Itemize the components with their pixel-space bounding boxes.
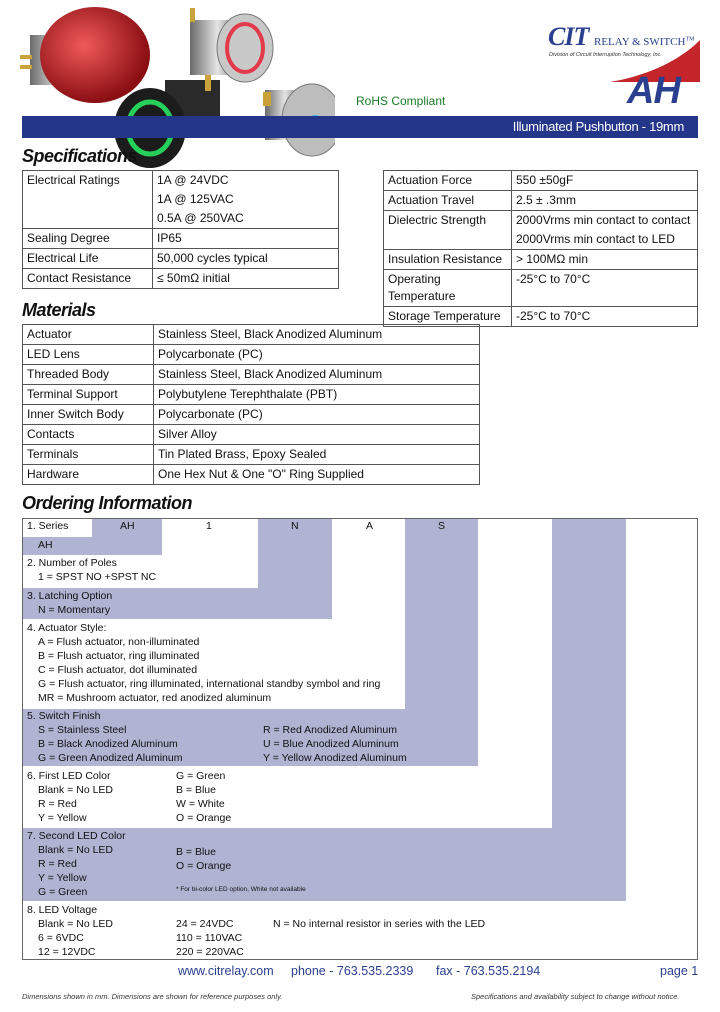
table-row — [23, 171, 339, 191]
table-row — [384, 250, 698, 270]
table-row — [23, 325, 480, 345]
voltage-option: 220 = 220VAC — [176, 946, 244, 958]
spec-value: 2000Vrms min contact to contact — [512, 211, 698, 231]
code-series: AH — [120, 520, 135, 532]
material-value: Silver Alloy — [154, 425, 480, 445]
spec-label: Actuation Force — [384, 171, 512, 191]
material-label: Hardware — [23, 465, 154, 485]
code-poles: 1 — [206, 520, 212, 532]
phone-number: phone - 763.535.2339 — [291, 964, 414, 978]
voltage-title: 8. LED Voltage — [27, 904, 98, 916]
mushroom-switch-image — [20, 7, 150, 103]
spec-value: 1A @ 125VAC — [153, 190, 339, 209]
material-label: Terminal Support — [23, 385, 154, 405]
fax-number: fax - 763.535.2194 — [436, 964, 541, 978]
spec-label: Operating Temperature — [384, 270, 512, 307]
title-banner — [22, 116, 698, 138]
finish-option: B = Black Anodized Aluminum — [38, 738, 178, 750]
spec-value: -25°C to 70°C — [512, 307, 698, 327]
led2-option: Blank = No LED — [38, 844, 113, 856]
material-label: Actuator — [23, 325, 154, 345]
series-value: AH — [38, 539, 53, 551]
material-value: Stainless Steel, Black Anodized Aluminum — [154, 325, 480, 345]
table-row — [23, 229, 339, 249]
poles-option: 1 = SPST NO +SPST NC — [38, 571, 157, 583]
product-title: Illuminated Pushbutton - 19mm — [512, 119, 684, 134]
material-value: One Hex Nut & One "O" Ring Supplied — [154, 465, 480, 485]
voltage-option: 24 = 24VDC — [176, 918, 234, 930]
material-value: Polycarbonate (PC) — [154, 345, 480, 365]
material-label: Inner Switch Body — [23, 405, 154, 425]
spec-value: 2000Vrms min contact to LED — [512, 230, 698, 250]
spec-value: 50,000 cycles typical — [153, 249, 339, 269]
spec-label: Actuation Travel — [384, 191, 512, 211]
code-finish: S — [438, 520, 446, 532]
voltage-note: N = No internal resistor in series with the LED — [273, 918, 486, 930]
finish-title: 5. Switch Finish — [27, 710, 101, 722]
spec-value: 550 ±50gF — [512, 171, 698, 191]
website-link[interactable]: www.citrelay.com — [178, 964, 274, 978]
dimensions-note: Dimensions shown in mm. Dimensions are shown for reference purposes only. — [22, 992, 283, 1001]
led2-note: * For bi-color LED option, White not available — [176, 886, 306, 893]
spec-value: 1A @ 24VDC — [153, 171, 339, 191]
code-actuator: A — [366, 520, 374, 532]
led1-option: O = Orange — [176, 812, 232, 824]
material-label: LED Lens — [23, 345, 154, 365]
voltage-option: 6 = 6VDC — [38, 932, 84, 944]
led2-option: Y = Yellow — [38, 872, 87, 884]
spec-value: > 100MΩ min — [512, 250, 698, 270]
finish-option: R = Red Anodized Aluminum — [263, 724, 397, 736]
led1-title: 6. First LED Color — [27, 770, 111, 782]
latching-option: N = Momentary — [38, 604, 111, 616]
led1-option: Blank = No LED — [38, 784, 113, 796]
spec-label: Electrical Life — [23, 249, 153, 269]
finish-option: U = Blue Anodized Aluminum — [263, 738, 399, 750]
code-column-band — [405, 519, 478, 709]
table-row — [384, 270, 698, 307]
spec-label: Electrical Ratings — [23, 171, 153, 229]
spec-label: Storage Temperature — [384, 307, 512, 327]
model-code: AH — [627, 70, 680, 112]
material-value: Tin Plated Brass, Epoxy Sealed — [154, 445, 480, 465]
spec-label: Sealing Degree — [23, 229, 153, 249]
led1-option: B = Blue — [176, 784, 216, 796]
finish-option: Y = Yellow Anodized Aluminum — [263, 752, 407, 764]
material-value: Polybutylene Terephthalate (PBT) — [154, 385, 480, 405]
spec-label: Dielectric Strength — [384, 211, 512, 250]
table-row — [384, 171, 698, 191]
table-row — [23, 425, 480, 445]
material-value: Stainless Steel, Black Anodized Aluminum — [154, 365, 480, 385]
led2-option: R = Red — [38, 858, 77, 870]
specs-table-left — [22, 170, 339, 289]
spec-value: IP65 — [153, 229, 339, 249]
led2-option: O = Orange — [176, 860, 232, 872]
table-row — [23, 249, 339, 269]
specifications-heading: Specifications — [22, 146, 138, 166]
material-label: Threaded Body — [23, 365, 154, 385]
table-row — [384, 211, 698, 231]
actuator-option: A = Flush actuator, non-illuminated — [38, 636, 200, 648]
specs-disclaimer: Specifications and availability subject to change without notice. — [471, 992, 680, 1001]
actuator-option: MR = Mushroom actuator, red anodized aluminum — [38, 692, 272, 704]
material-value: Polycarbonate (PC) — [154, 405, 480, 425]
latching-title: 3. Latching Option — [27, 590, 113, 602]
rohs-badge: RoHS Compliant — [356, 94, 446, 108]
brand-division: Division of Circuit Interruption Technology, Inc. — [549, 52, 662, 58]
led1-option: R = Red — [38, 798, 77, 810]
finish-option: S = Stainless Steel — [38, 724, 127, 736]
led1-option: G = Green — [176, 770, 226, 782]
spec-value: -25°C to 70°C — [512, 270, 698, 307]
finish-option: G = Green Anodized Aluminum — [38, 752, 183, 764]
table-row — [23, 405, 480, 425]
material-label: Contacts — [23, 425, 154, 445]
table-row — [23, 345, 480, 365]
table-row — [23, 269, 339, 289]
actuator-option: C = Flush actuator, dot illuminated — [38, 664, 198, 676]
poles-title: 2. Number of Poles — [27, 557, 117, 569]
materials-table — [22, 324, 480, 485]
brand-logo: CIT — [548, 22, 589, 51]
table-row — [23, 445, 480, 465]
red-ring-switch-image — [190, 8, 273, 82]
voltage-option: Blank = No LED — [38, 918, 113, 930]
voltage-option: 12 = 12VDC — [38, 946, 96, 958]
table-row — [23, 465, 480, 485]
code-latching: N — [291, 520, 299, 532]
table-row — [384, 191, 698, 211]
spec-label: Contact Resistance — [23, 269, 153, 289]
spec-value: ≤ 50mΩ initial — [153, 269, 339, 289]
spec-value: 0.5A @ 250VAC — [153, 209, 339, 229]
actuator-option: B = Flush actuator, ring illuminated — [38, 650, 200, 662]
led2-title: 7. Second LED Color — [27, 830, 126, 842]
table-row — [23, 365, 480, 385]
brand-logo-sub: RELAY & SWITCH™ — [594, 36, 695, 48]
table-row — [23, 385, 480, 405]
led1-option: W = White — [176, 798, 225, 810]
series-label: 1. Series — [27, 520, 69, 532]
materials-heading: Materials — [22, 300, 96, 320]
spec-label: Insulation Resistance — [384, 250, 512, 270]
ordering-heading: Ordering Information — [22, 493, 192, 513]
page-number: page 1 — [660, 964, 699, 978]
led2-option: G = Green — [38, 886, 88, 898]
specs-table-right — [383, 170, 698, 327]
actuator-title: 4. Actuator Style: — [27, 622, 107, 634]
led2-option: B = Blue — [176, 846, 216, 858]
voltage-option: 110 = 110VAC — [176, 932, 243, 944]
actuator-option: G = Flush actuator, ring illuminated, international standby symbol and ring — [38, 678, 381, 690]
material-label: Terminals — [23, 445, 154, 465]
spec-value: 2.5 ± .3mm — [512, 191, 698, 211]
led1-option: Y = Yellow — [38, 812, 87, 824]
